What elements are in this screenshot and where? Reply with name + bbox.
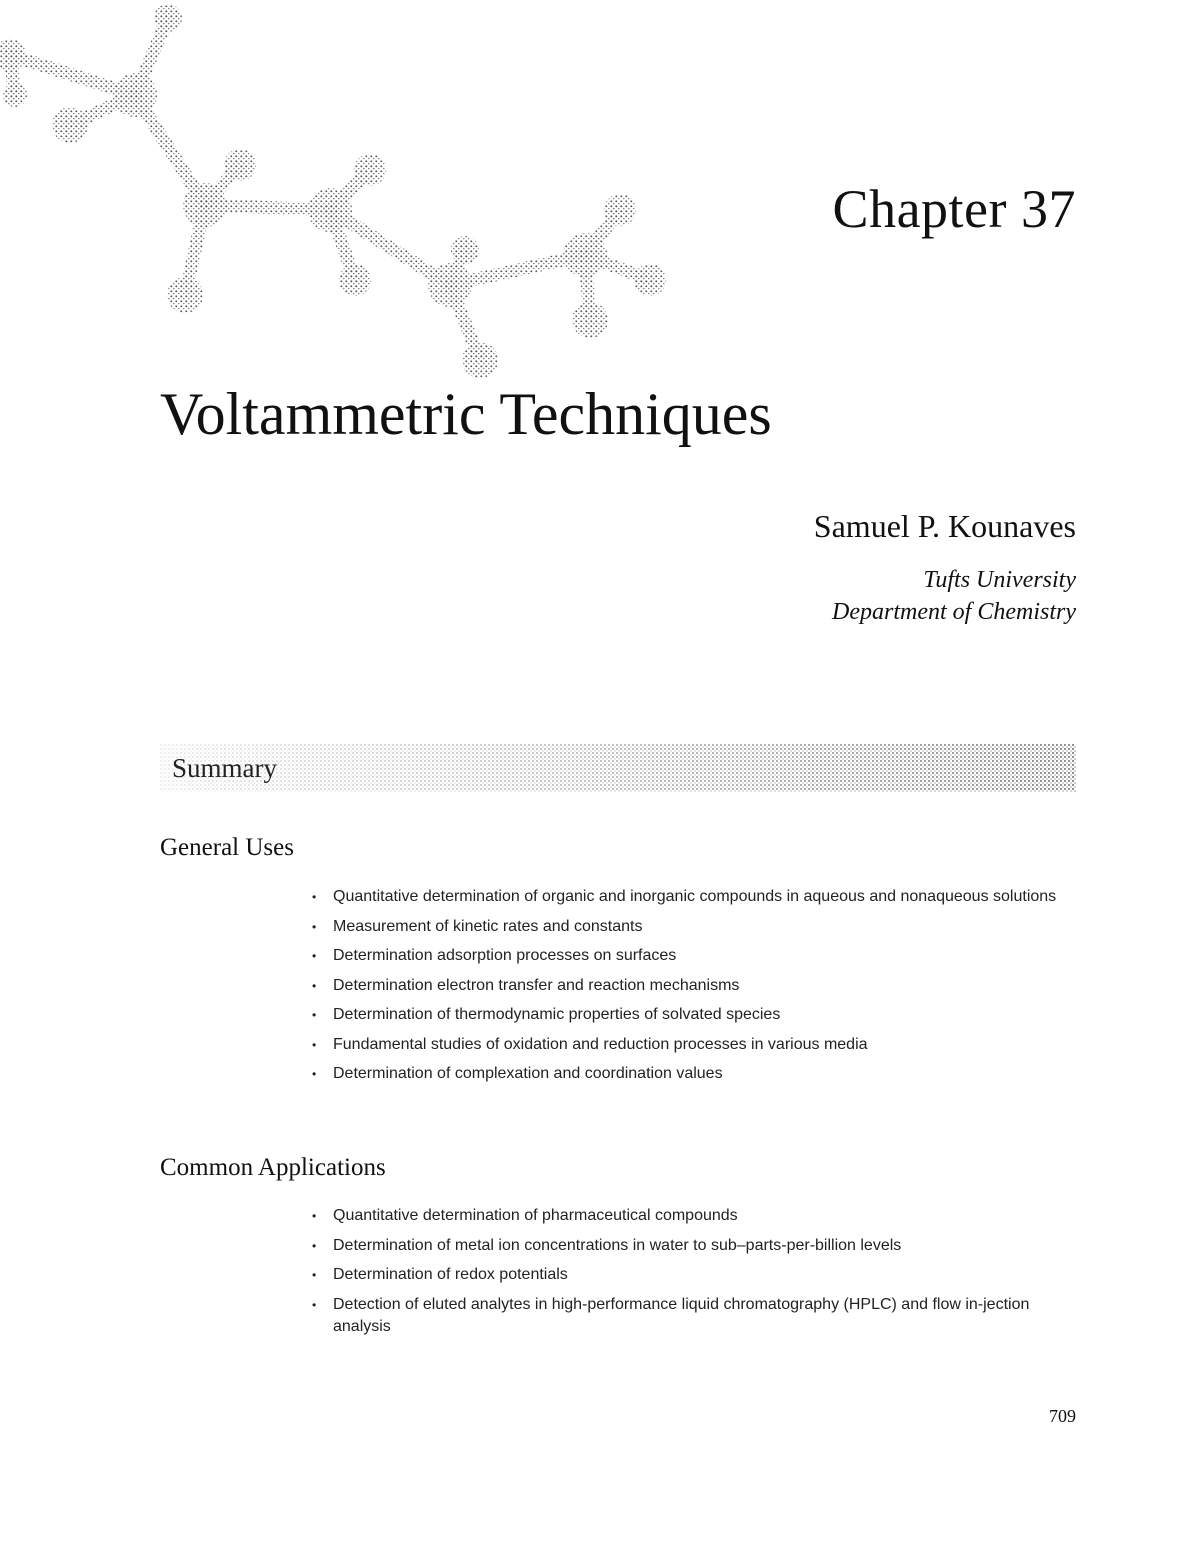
general-uses-list xyxy=(312,886,1072,1093)
list-item: • Determination of redox potentials xyxy=(312,1264,1072,1286)
list-item: • Determination of metal ion concentrations in water to sub–parts-per-billion levels xyxy=(312,1235,1072,1257)
list-item: • Determination of thermodynamic properties of solvated species xyxy=(312,1004,1072,1026)
list-item: • Quantitative determination of organic and inorganic compounds in aqueous and nonaqueous solutions xyxy=(312,886,1072,908)
list-item: • Detection of eluted analytes in high-performance liquid chromatography (HPLC) and flow in-jection analysis xyxy=(312,1294,1072,1338)
author-name: Samuel P. Kounaves xyxy=(813,508,1076,544)
list-item: • Quantitative determination of pharmaceutical compounds xyxy=(312,1205,1072,1227)
affiliation-university: Tufts University xyxy=(923,567,1076,593)
general-uses-heading: General Uses xyxy=(160,834,294,861)
list-item: • Fundamental studies of oxidation and reduction processes in various media xyxy=(312,1034,1072,1056)
list-item: • Measurement of kinetic rates and constants xyxy=(312,916,1072,938)
page-number: 709 xyxy=(1049,1406,1076,1426)
list-item: • Determination electron transfer and reaction mechanisms xyxy=(312,975,1072,997)
molecule-illustration xyxy=(0,0,700,400)
chapter-title: Voltammetric Techniques xyxy=(160,381,772,447)
common-applications-list xyxy=(312,1205,1072,1345)
common-applications-heading: Common Applications xyxy=(160,1154,386,1181)
author-affiliation xyxy=(832,564,1076,628)
summary-heading: Summary xyxy=(172,753,277,783)
chapter-number: Chapter 37 xyxy=(832,179,1076,239)
summary-banner xyxy=(160,740,1076,796)
affiliation-department: Department of Chemistry xyxy=(832,599,1076,625)
list-item: • Determination adsorption processes on surfaces xyxy=(312,945,1072,967)
list-item: • Determination of complexation and coordination values xyxy=(312,1063,1072,1085)
